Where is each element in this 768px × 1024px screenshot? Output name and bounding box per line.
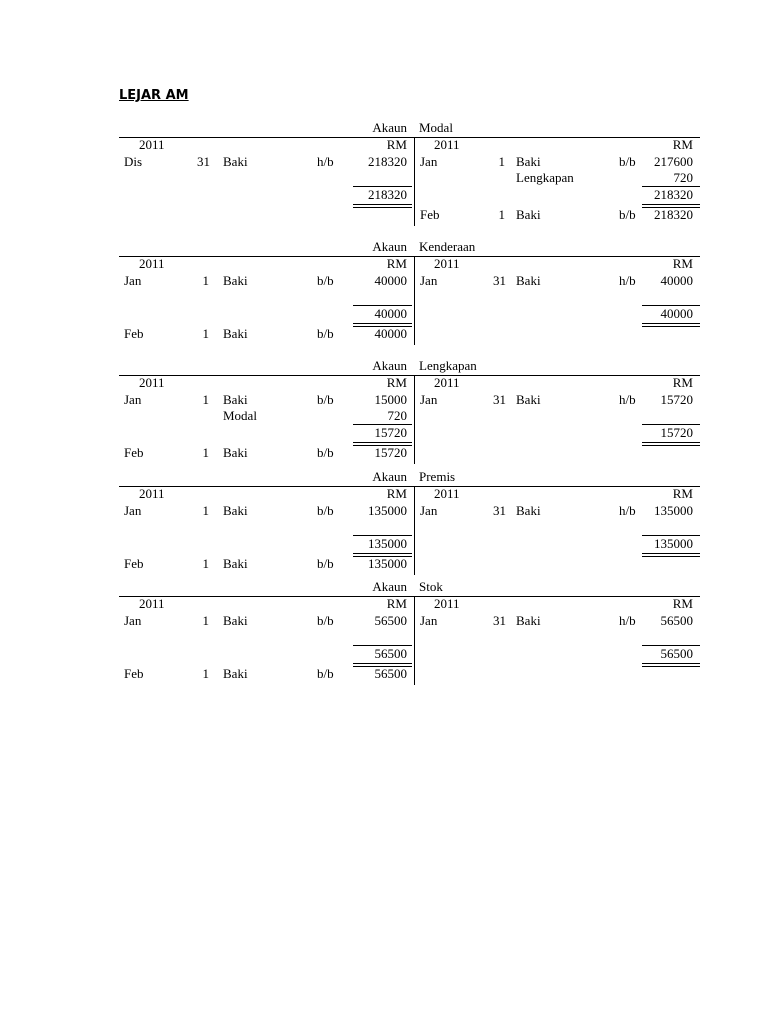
credit-brought-month: Feb — [420, 207, 440, 222]
credit-entry-day: 31 — [493, 391, 506, 407]
credit-brought-day: 1 — [498, 207, 505, 222]
header-rule — [119, 137, 700, 138]
account-label: Akaun — [372, 469, 407, 484]
credit-year: 2011 — [434, 486, 460, 501]
debit-entry-amount: 56500 — [374, 612, 407, 628]
debit-entry-amount: 720 — [387, 408, 407, 423]
credit-total-amount: 135000 — [654, 535, 693, 551]
credit-total-amount: 40000 — [660, 305, 693, 321]
account-name: Stok — [419, 579, 443, 594]
ledger-account-modal — [119, 120, 700, 240]
credit-entry-desc: Baki — [516, 612, 541, 628]
credit-entry-amount: 40000 — [660, 272, 693, 288]
credit-entry-amount: 217600 — [654, 153, 693, 169]
debit-entry-amount: 135000 — [368, 502, 407, 518]
credit-year: 2011 — [434, 375, 460, 390]
header-rule — [119, 375, 700, 376]
debit-brought-folio: b/b — [317, 445, 334, 460]
debit-brought-amount: 135000 — [368, 556, 407, 571]
credit-brought-amount: 218320 — [654, 207, 693, 222]
debit-entry-month: Jan — [124, 612, 142, 628]
debit-entry-amount: 40000 — [374, 272, 407, 288]
account-label: Akaun — [372, 579, 407, 594]
debit-rm: RM — [386, 137, 407, 152]
debit-brought-month: Feb — [124, 666, 144, 681]
debit-entry-desc: Baki — [223, 153, 248, 169]
debit-total-double-rule — [353, 204, 412, 208]
credit-entry-day: 1 — [498, 153, 505, 169]
debit-entry-month: Jan — [124, 391, 142, 407]
debit-year: 2011 — [139, 137, 165, 152]
debit-brought-folio: b/b — [317, 666, 334, 681]
credit-rm: RM — [672, 596, 693, 611]
debit-entry-amount: 218320 — [368, 153, 407, 169]
debit-total-amount: 15720 — [374, 424, 407, 440]
header-rule — [119, 596, 700, 597]
credit-entry-month: Jan — [420, 272, 438, 288]
credit-rm: RM — [672, 137, 693, 152]
credit-entry-day: 31 — [493, 502, 506, 518]
debit-entry-desc: Baki — [223, 272, 248, 288]
account-name: Modal — [419, 120, 453, 135]
credit-total-amount: 218320 — [654, 186, 693, 202]
credit-entry-desc: Baki — [516, 391, 541, 407]
account-name: Lengkapan — [419, 358, 477, 373]
credit-entry-desc: Baki — [516, 272, 541, 288]
debit-total-amount: 135000 — [368, 535, 407, 551]
account-name: Kenderaan — [419, 239, 476, 254]
header-rule — [119, 256, 700, 257]
credit-total-amount: 56500 — [660, 645, 693, 661]
credit-entry-folio: h/b — [619, 391, 636, 407]
credit-rm: RM — [672, 375, 693, 390]
debit-brought-day: 1 — [202, 666, 209, 681]
debit-entry-folio: b/b — [317, 391, 334, 407]
header-rule — [119, 486, 700, 487]
debit-brought-month: Feb — [124, 326, 144, 341]
ledger-divider — [414, 596, 415, 685]
ledger-account-lengkapan — [119, 358, 700, 478]
debit-total-amount: 218320 — [368, 186, 407, 202]
debit-entry-day: 1 — [202, 272, 209, 288]
credit-entry-day: 31 — [493, 272, 506, 288]
debit-brought-month: Feb — [124, 445, 144, 460]
debit-entry-desc: Baki — [223, 502, 248, 518]
debit-brought-desc: Baki — [223, 666, 248, 681]
debit-brought-month: Feb — [124, 556, 144, 571]
debit-entry-folio: b/b — [317, 502, 334, 518]
credit-year: 2011 — [434, 256, 460, 271]
credit-entry-desc: Lengkapan — [516, 170, 574, 185]
debit-brought-amount: 15720 — [374, 445, 407, 460]
credit-entry-month: Jan — [420, 153, 438, 169]
debit-brought-desc: Baki — [223, 326, 248, 341]
debit-brought-folio: b/b — [317, 326, 334, 341]
credit-entry-amount: 15720 — [660, 391, 693, 407]
debit-year: 2011 — [139, 486, 165, 501]
credit-entry-desc: Baki — [516, 153, 541, 169]
debit-total-amount: 56500 — [374, 645, 407, 661]
debit-brought-day: 1 — [202, 556, 209, 571]
credit-total-double-rule — [642, 663, 700, 667]
credit-entry-folio: h/b — [619, 272, 636, 288]
debit-entry-day: 1 — [202, 502, 209, 518]
debit-brought-amount: 56500 — [374, 666, 407, 681]
ledger-account-kenderaan — [119, 239, 700, 359]
account-label: Akaun — [372, 358, 407, 373]
debit-total-amount: 40000 — [374, 305, 407, 321]
debit-brought-folio: b/b — [317, 556, 334, 571]
debit-rm: RM — [386, 375, 407, 390]
debit-entry-day: 1 — [202, 391, 209, 407]
credit-entry-folio: b/b — [619, 153, 636, 169]
credit-rm: RM — [672, 486, 693, 501]
credit-brought-desc: Baki — [516, 207, 541, 222]
debit-entry-folio: b/b — [317, 272, 334, 288]
credit-entry-amount: 56500 — [660, 612, 693, 628]
credit-rm: RM — [672, 256, 693, 271]
debit-entry-amount: 15000 — [374, 391, 407, 407]
debit-year: 2011 — [139, 375, 165, 390]
debit-entry-folio: h/b — [317, 153, 334, 169]
debit-entry-desc: Baki — [223, 391, 248, 407]
credit-entry-amount: 720 — [673, 170, 693, 185]
debit-entry-month: Jan — [124, 272, 142, 288]
credit-entry-desc: Baki — [516, 502, 541, 518]
debit-year: 2011 — [139, 596, 165, 611]
debit-entry-month: Jan — [124, 502, 142, 518]
debit-year: 2011 — [139, 256, 165, 271]
debit-brought-day: 1 — [202, 326, 209, 341]
credit-entry-folio: h/b — [619, 612, 636, 628]
debit-brought-amount: 40000 — [374, 326, 407, 341]
credit-entry-day: 31 — [493, 612, 506, 628]
account-label: Akaun — [372, 239, 407, 254]
debit-rm: RM — [386, 596, 407, 611]
ledger-divider — [414, 486, 415, 575]
credit-total-double-rule — [642, 323, 700, 327]
credit-total-double-rule — [642, 442, 700, 446]
debit-entry-folio: b/b — [317, 612, 334, 628]
debit-entry-month: Dis — [124, 153, 143, 169]
debit-entry-desc: Baki — [223, 612, 248, 628]
credit-entry-folio: h/b — [619, 502, 636, 518]
account-name: Premis — [419, 469, 456, 484]
debit-entry-desc: Modal — [223, 408, 257, 423]
debit-brought-desc: Baki — [223, 445, 248, 460]
credit-brought-folio: b/b — [619, 207, 636, 222]
account-label: Akaun — [372, 120, 407, 135]
debit-brought-desc: Baki — [223, 556, 248, 571]
debit-brought-day: 1 — [202, 445, 209, 460]
credit-entry-month: Jan — [420, 612, 438, 628]
debit-entry-day: 1 — [202, 612, 209, 628]
page-title: LEJAR AM — [119, 88, 189, 103]
debit-rm: RM — [386, 256, 407, 271]
ledger-account-stok — [119, 579, 700, 699]
ledger-divider — [414, 256, 415, 345]
ledger-divider — [414, 375, 415, 464]
debit-rm: RM — [386, 486, 407, 501]
credit-year: 2011 — [434, 596, 460, 611]
credit-total-double-rule — [642, 553, 700, 557]
credit-total-amount: 15720 — [660, 424, 693, 440]
debit-entry-day: 31 — [197, 153, 210, 169]
credit-entry-amount: 135000 — [654, 502, 693, 518]
credit-entry-month: Jan — [420, 502, 438, 518]
credit-entry-month: Jan — [420, 391, 438, 407]
ledger-account-premis — [119, 469, 700, 589]
credit-year: 2011 — [434, 137, 460, 152]
ledger-divider — [414, 137, 415, 226]
